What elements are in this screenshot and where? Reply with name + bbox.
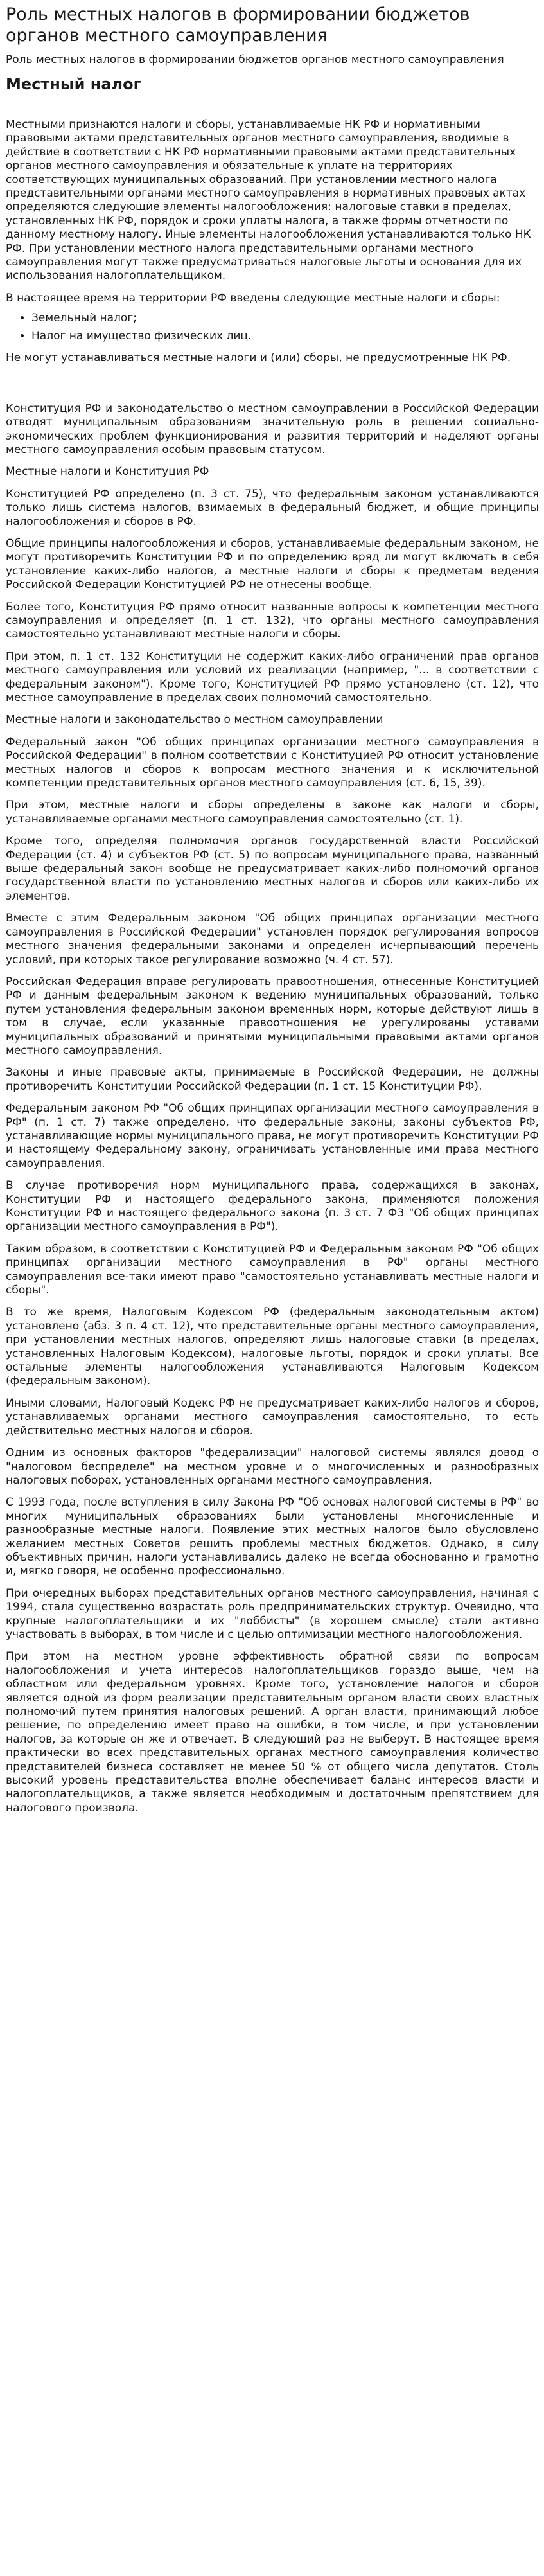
paragraph: В то же время, Налоговым Кодексом РФ (федеральным законодательным актом) установлено (абз. 3 п. 4 ст. 12), что представительные органы местного самоуправления, при установлении местных налогов, определяют лишь налоговые ставки (в пределах, установленных Налоговым Кодексом), налоговые льготы, порядок и сроки уплаты. Все остальные элементы налогообложения устанавливаются Налоговым Кодексом (федеральным законом). (6, 1306, 539, 1388)
paragraph: В настоящее время на территории РФ введены следующие местные налоги и сборы: (6, 291, 500, 305)
paragraph: Общие принципы налогообложения и сборов, устанавливаемые федеральным законом, не могут противоречить Конституции РФ и по определению вряд ли могут включать в себя установление каких-либо налогов, а местные налоги и сборы к предметам ведения Российской Федерации Конституцией РФ не отнесены вообще. (6, 537, 539, 592)
paragraph: Местными признаются налоги и сборы, устанавливаемые НК РФ и нормативными правовыми актами представительных органов местного самоуправления, вводимые в действие в соответствии с НК РФ нормативными правовыми актами представительных органов местного самоуправления и обязательные к уплате на территориях соответствующих муниципальных образований. При установлении местного налога представительными органами местного самоуправления в нормативных правовых актах определяются следующие элементы налогообложения: налоговые ставки в пределах, установленных НК РФ, порядок и сроки уплаты налога, а также формы отчетности по данному местному налогу. Иные элементы налогообложения устанавливаются только НК РФ. При установлении местного налога представительными органами местного самоуправления могут также предусматриваться налоговые льготы и основания для их использования налогоплательщиком. (6, 118, 531, 283)
section-title: Местный налог (6, 75, 142, 93)
list-item: • Земельный налог; (31, 311, 539, 325)
paragraph: Конституцией РФ определено (п. 3 ст. 75), что федеральным законом устанавливаются только лишь система налогов, взимаемых в федеральный бюджет, и общие принципы налогообложения и сборов в РФ. (6, 487, 539, 528)
paragraph: При очередных выборах представительных органов местного самоуправления, начиная с 1994, стала существенно возрастать роль предпринимательских структур. Очевидно, что крупные налогоплательщики и их "лоббисты" (в хорошем смысле) стали активно участвовать в выборах, в том числе и с целью оптимизации местного налогообложения. (6, 1586, 539, 1641)
tax-list (6, 311, 539, 343)
paragraph: Российская Федерация вправе регулировать правоотношения, отнесенные Конституцией РФ и данным федеральным законом к ведению муниципальных образований, только путем установления федеральным законом временных норм, которые действуют лишь в том в случае, если указанные правоотношения не урегулированы уставами муниципальных образований и принятыми муниципальными правовыми актами органов местного самоуправления. (6, 975, 539, 1057)
spacer (6, 374, 539, 402)
list-item: • Налог на имущество физических лиц. (31, 329, 539, 343)
paragraph: В случае противоречия норм муниципального права, содержащихся в законах, Конституции РФ и настоящего федерального закона, применяются положения Конституции РФ и настоящего федерального закона (п. 3 ст. 7 ФЗ "Об общих принципах организации местного самоуправления в РФ"). (6, 1179, 539, 1234)
paragraph: Иными словами, Налоговый Кодекс РФ не предусматривает каких-либо налогов и сборов, устанавливаемых органами местного самоуправления самостоятельно, то есть действительно местных налогов и сборов. (6, 1396, 539, 1437)
paragraph: Более того, Конституция РФ прямо относит названные вопросы к компетенции местного самоуправления и определяет (п. 1 ст. 132), что органы местного самоуправления самостоятельно устанавливают местные налоги и сборы. (6, 600, 539, 641)
paragraph: Конституция РФ и законодательство о местном самоуправлении в Российской Федерации отводят муниципальным образованиям значительную роль в решении социально-экономических проблем функционирования и развития территорий и наделяют органы местного самоуправления особым правовым статусом. (6, 402, 539, 456)
paragraph: Федеральным законом РФ "Об общих принципах организации местного самоуправления в РФ" (п. 1 ст. 7) также определено, что федеральные законы, законы субъектов РФ, устанавливающие нормы муниципального права, не могут противоречить Конституции РФ и настоящему Федеральному закону, ограничивать установленные ими права местного самоуправления. (6, 1102, 539, 1170)
paragraph: Одним из основных факторов "федерализации" налоговой системы являлся довод о "налоговом беспределе" на местном уровне и о многочисленных и разнообразных налоговых поборах, установленных органами местного самоуправления. (6, 1446, 539, 1487)
paragraph: С 1993 года, после вступления в силу Закона РФ "Об основах налоговой системы в РФ" во многих муниципальных образованиях были установлены многочисленные и разнообразные местные налоги. Появление этих местных налогов было обусловлено желанием местных Советов решить проблемы местных бюджетов. Однако, в силу объективных причин, налоги устанавливались далеко не всегда обоснованно и грамотно и, мягко говоря, не особенно профессионально. (6, 1496, 539, 1578)
paragraph: Законы и иные правовые акты, принимаемые в Российской Федерации, не должны противоречить Конституции Российской Федерации (п. 1 ст. 15 Конституции РФ). (6, 1066, 539, 1093)
page-title: Роль местных налогов в формировании бюджетов органов местного самоуправления (6, 4, 470, 46)
paragraph: Не могут устанавливаться местные налоги и (или) сборы, не предусмотренные НК РФ. (6, 351, 511, 365)
paragraph: При этом, п. 1 ст. 132 Конституции не содержит каких-либо ограничений прав органов местного самоуправления или условий их реализации (например, "... в соответствии с федеральным законом"). Кроме того, Конституцией РФ прямо установлено (ст. 12), что местное самоуправление в пределах своих полномочий самостоятельно. (6, 650, 539, 704)
page-subtitle: Роль местных налогов в формировании бюджетов органов местного самоуправления (6, 53, 504, 66)
paragraph: Федеральный закон "Об общих принципах организации местного самоуправления в Российской Федерации" в полном соответствии с Конституцией РФ относит установление местных налогов и сборов к вопросам местного значения и к исключительной компетенции представительных органов местного самоуправления (ст. 6, 15, 39). (6, 735, 539, 790)
subheading: Местные налоги и Конституция РФ (6, 465, 209, 479)
paragraph: Таким образом, в соответствии с Конституцией РФ и Федеральным законом РФ "Об общих принципах организации местного самоуправления в РФ" органы местного самоуправления все-таки имеют право "самостоятельно устанавливать местные налоги и сборы". (6, 1242, 539, 1297)
paragraph: При этом на местном уровне эффективность обратной связи по вопросам налогообложения и учета интересов налогоплательщиков гораздо выше, чем на областном или федеральном уровнях. Кроме того, установление налогов и сборов является одной из форм реализации представительным органом власти своих властных полномочий путем принятия налоговых решений. А орган власти, принимающий любое решение, по определению имеет право на ошибки, в том числе, и при установлении налогов, за которые он же и отвечает. В следующий раз не выберут. В настоящее время практически во всех представительных органах местного самоуправления количество представителей бизнеса составляет не менее 50 % от общего числа депутатов. Столь высокий уровень представительства вполне обеспечивает баланс интересов власти и налогоплательщиков, а также является необходимым и достаточным препятствием для налогового произвола. (6, 1650, 539, 1815)
paragraph: При этом, местные налоги и сборы определены в законе как налоги и сборы, устанавливаемые органами местного самоуправления самостоятельно (ст. 1). (6, 799, 539, 826)
subheading: Местные налоги и законодательство о местном самоуправлении (6, 713, 383, 727)
paragraph: Кроме того, определяя полномочия органов государственной власти Российской Федерации (ст. 4) и субъектов РФ (ст. 5) по вопросам муниципального права, названный выше федеральный закон вообще не предусматривает каких-либо полномочий органов государственной власти по установлению местных налогов и сборов или каких-либо их элементов. (6, 835, 539, 903)
paragraph: Вместе с этим Федеральным законом "Об общих принципах организации местного самоуправления в Российской Федерации" установлен порядок регулирования вопросов местного значения федеральными законами и определен исчерпывающий перечень условий, при которых такое регулирование возможно (ч. 4 ст. 57). (6, 912, 539, 966)
